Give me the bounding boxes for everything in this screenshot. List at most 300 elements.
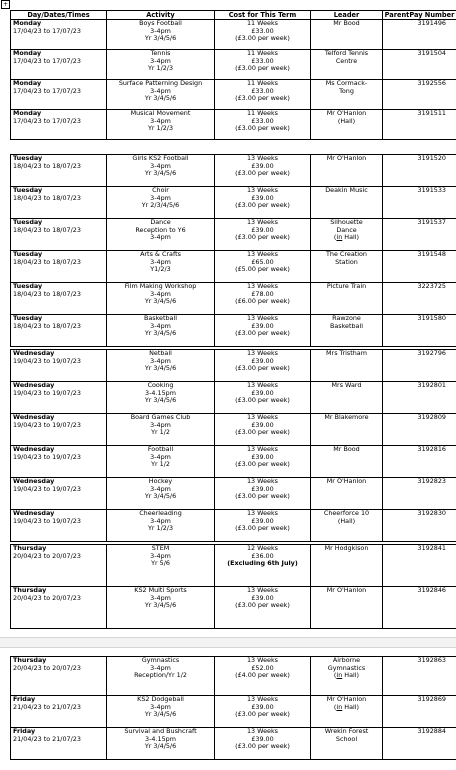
cell-parentpay-number[interactable]: 3191537 xyxy=(383,219,456,251)
cell-activity-line: Reception/Yr 1/2 xyxy=(134,671,187,680)
cell-leader[interactable] xyxy=(311,251,383,283)
date-range: 18/04/23 to 18/07/23 xyxy=(13,225,81,234)
cell-cost-line: £33.00 xyxy=(251,86,274,95)
cell-leader-line: Tong xyxy=(339,86,354,95)
cell-cost-line: (£3.00 per week) xyxy=(235,492,290,501)
header-parentpay: ParentPay Number xyxy=(383,11,456,20)
cell-parentpay-number[interactable]: 3192846 xyxy=(383,587,456,629)
cell-activity-line: Yr 3/4/5/6 xyxy=(144,710,177,719)
table-row xyxy=(11,478,456,510)
page-break-gap xyxy=(0,637,456,648)
cell-leader-line: (Hall) xyxy=(337,116,356,125)
cell-leader-line: Mr O'Hanlon xyxy=(326,586,367,594)
day-name: Monday xyxy=(13,109,42,117)
cell-activity-line: Yr 1/2/3 xyxy=(147,124,174,133)
cell-activity-line: Yr 2/3/4/5/6 xyxy=(141,201,180,210)
day-name: Thursday xyxy=(13,656,47,664)
cell-cost-line: 13 Weeks xyxy=(246,314,278,322)
date-range: 21/04/23 to 21/07/23 xyxy=(13,702,81,711)
cell-day-dates[interactable] xyxy=(11,110,107,140)
cell-activity-line: Musical Movement xyxy=(130,109,191,117)
header-day: Day/Dates/Times xyxy=(11,11,107,20)
table-row xyxy=(11,110,456,140)
cell-cost[interactable] xyxy=(215,545,311,587)
cell-activity[interactable] xyxy=(107,446,215,478)
cell-leader[interactable] xyxy=(311,315,383,347)
cell-cost-line: £78.00 xyxy=(251,289,274,298)
cell-cost[interactable] xyxy=(215,80,311,110)
cell-activity-line: Yr 1/2 xyxy=(151,428,170,437)
date-range: 18/04/23 to 18/07/23 xyxy=(13,161,81,170)
table-row xyxy=(11,283,456,315)
table-move-handle[interactable]: + xyxy=(2,1,9,8)
cell-cost[interactable] xyxy=(215,110,311,140)
cell-parentpay-number[interactable]: 3191511 xyxy=(383,110,456,140)
cell-parentpay-number[interactable]: 3223725 xyxy=(383,283,456,315)
day-name: Wednesday xyxy=(13,445,55,453)
cell-activity-line: 3-4pm xyxy=(150,26,171,35)
day-name: Thursday xyxy=(13,586,47,594)
header-row xyxy=(11,11,456,20)
cell-day-dates[interactable] xyxy=(11,587,107,629)
table-row xyxy=(11,80,456,110)
header-leader: Leader xyxy=(311,11,383,20)
date-range: 17/04/23 to 17/07/23 xyxy=(13,26,81,35)
cell-activity[interactable] xyxy=(107,382,215,414)
cell-leader[interactable] xyxy=(311,510,383,542)
cell-cost[interactable] xyxy=(215,414,311,446)
cell-activity[interactable] xyxy=(107,728,215,760)
cell-activity-line: 3-4pm xyxy=(150,484,171,493)
cell-activity-line: Yr 3/4/5/6 xyxy=(144,601,177,610)
cell-leader-line: Wrekin Forest xyxy=(324,727,369,735)
cell-leader[interactable] xyxy=(311,728,383,760)
day-name: Monday xyxy=(13,19,42,27)
cell-cost-line: 13 Weeks xyxy=(246,349,278,357)
cell-activity-line: Reception to Y6 xyxy=(135,225,186,234)
cell-activity-line: Surface Patterning Design xyxy=(118,79,203,87)
cell-parentpay-number[interactable]: 3191548 xyxy=(383,251,456,283)
cell-leader[interactable] xyxy=(311,219,383,251)
cell-cost-line: £39.00 xyxy=(251,193,274,202)
cell-activity-line: 3-4pm xyxy=(150,663,171,672)
cell-activity-line: Yr 3/4/5/6 xyxy=(144,34,177,43)
table-row xyxy=(11,446,456,478)
day-name: Monday xyxy=(13,49,42,57)
cell-leader-line: Mr O'Hanlon xyxy=(326,477,367,485)
cell-cost-line: (£3.00 per week) xyxy=(235,64,290,73)
cell-activity-line: 3-4pm xyxy=(150,551,171,560)
cell-activity-line: 3-4pm xyxy=(150,233,171,242)
cell-leader-line: Picture Train xyxy=(326,282,367,290)
cell-day-dates[interactable] xyxy=(11,155,107,187)
cell-activity[interactable] xyxy=(107,657,215,696)
cell-cost[interactable] xyxy=(215,283,311,315)
cell-leader[interactable] xyxy=(311,657,383,696)
cell-leader-line: Cheerforce 10 xyxy=(323,509,370,517)
cell-cost-line: (£3.00 per week) xyxy=(235,124,290,133)
cell-day-dates[interactable] xyxy=(11,219,107,251)
cell-day-dates[interactable] xyxy=(11,350,107,382)
cell-cost-line: £39.00 xyxy=(251,161,274,170)
cell-leader-line: Dance xyxy=(336,225,357,234)
cell-leader-line: (in Hall) xyxy=(333,233,360,242)
cell-cost[interactable] xyxy=(215,478,311,510)
cell-cost[interactable] xyxy=(215,696,311,728)
cell-leader[interactable] xyxy=(311,110,383,140)
cell-cost-line: £39.00 xyxy=(251,734,274,743)
cell-leader[interactable] xyxy=(311,696,383,728)
cell-day-dates[interactable] xyxy=(11,382,107,414)
cell-cost[interactable] xyxy=(215,20,311,50)
table-row xyxy=(11,187,456,219)
cell-cost-line: 13 Weeks xyxy=(246,695,278,703)
cell-cost-line: (£3.00 per week) xyxy=(235,169,290,178)
cell-parentpay-number[interactable]: 3192796 xyxy=(383,350,456,382)
table-row xyxy=(11,587,456,629)
cell-activity-line: Tennis xyxy=(150,49,171,57)
date-range: 21/04/23 to 21/07/23 xyxy=(13,734,81,743)
date-range: 18/04/23 to 18/07/23 xyxy=(13,193,81,202)
cell-cost-line: £39.00 xyxy=(251,321,274,330)
cell-cost[interactable] xyxy=(215,315,311,347)
cell-cost[interactable] xyxy=(215,155,311,187)
cell-day-dates[interactable] xyxy=(11,696,107,728)
cell-cost-line: 13 Weeks xyxy=(246,154,278,162)
cell-leader-line: Mr Hodgkison xyxy=(324,544,369,552)
cell-activity-line: Cooking xyxy=(147,381,174,389)
cell-activity-line: 3-4.15pm xyxy=(145,388,176,397)
cell-cost[interactable] xyxy=(215,728,311,760)
table-row xyxy=(11,657,456,696)
cell-parentpay-number[interactable]: 3192869 xyxy=(383,696,456,728)
cell-leader[interactable] xyxy=(311,155,383,187)
cell-activity-line: 3-4pm xyxy=(150,516,171,525)
cell-day-dates[interactable] xyxy=(11,80,107,110)
cell-leader[interactable] xyxy=(311,478,383,510)
cell-activity[interactable] xyxy=(107,283,215,315)
table-row xyxy=(11,696,456,728)
day-name: Tuesday xyxy=(13,218,43,226)
cell-day-dates[interactable] xyxy=(11,728,107,760)
cell-cost-line: 11 Weeks xyxy=(246,109,278,117)
cell-cost-line: 13 Weeks xyxy=(246,218,278,226)
cell-activity[interactable] xyxy=(107,478,215,510)
cell-cost-line: £39.00 xyxy=(251,452,274,461)
cell-day-dates[interactable] xyxy=(11,478,107,510)
cell-parentpay-number[interactable]: 3192823 xyxy=(383,478,456,510)
cell-cost[interactable] xyxy=(215,187,311,219)
cell-leader[interactable] xyxy=(311,446,383,478)
cell-leader-line: Silhouette xyxy=(330,218,363,226)
cell-cost-line: (£3.00 per week) xyxy=(235,460,290,469)
day-name: Wednesday xyxy=(13,349,55,357)
cell-cost-line: (£3.00 per week) xyxy=(235,94,290,103)
day-name: Wednesday xyxy=(13,413,55,421)
cell-activity-line: Yr 1/2/3 xyxy=(147,524,174,533)
cell-parentpay-number[interactable]: 3192863 xyxy=(383,657,456,696)
cell-activity-line: Yr 3/4/5/6 xyxy=(144,364,177,373)
cell-activity-line: 3-4pm xyxy=(150,420,171,429)
date-range: 19/04/23 to 19/07/23 xyxy=(13,516,81,525)
cell-day-dates[interactable] xyxy=(11,50,107,80)
cell-leader-line: Mrs Ward xyxy=(331,381,362,389)
cell-parentpay-number[interactable]: 3191580 xyxy=(383,315,456,347)
cell-cost-line: 13 Weeks xyxy=(246,381,278,389)
cell-leader-line: Mrs Tristham xyxy=(326,349,367,357)
cell-day-dates[interactable] xyxy=(11,414,107,446)
cell-activity-line: Yr 3/4/5/6 xyxy=(144,297,177,306)
cell-day-dates[interactable] xyxy=(11,657,107,696)
cell-leader[interactable] xyxy=(311,283,383,315)
cell-activity-line: 3-4pm xyxy=(150,257,171,266)
cell-cost[interactable] xyxy=(215,446,311,478)
cell-activity[interactable] xyxy=(107,587,215,629)
cell-activity-line: 3-4pm xyxy=(150,116,171,125)
activities-table-monday xyxy=(10,10,456,140)
cell-day-dates[interactable] xyxy=(11,446,107,478)
cell-parentpay-number[interactable]: 3192556 xyxy=(383,80,456,110)
cell-leader-line: Centre xyxy=(335,56,358,65)
cell-activity-line: 3-4pm xyxy=(150,356,171,365)
day-name: Monday xyxy=(13,79,42,87)
cell-activity[interactable] xyxy=(107,696,215,728)
cell-day-dates[interactable] xyxy=(11,283,107,315)
cell-day-dates[interactable] xyxy=(11,545,107,587)
cell-cost-line: £39.00 xyxy=(251,516,274,525)
cell-cost-line: (£3.00 per week) xyxy=(235,396,290,405)
cell-cost-line: (£6.00 per week) xyxy=(235,297,290,306)
cell-leader-line: Mr O'Hanlon xyxy=(326,109,367,117)
cell-cost-line: 13 Weeks xyxy=(246,586,278,594)
date-range: 17/04/23 to 17/07/23 xyxy=(13,86,81,95)
cell-cost-line: 11 Weeks xyxy=(246,79,278,87)
cell-activity-line: 3-4pm xyxy=(150,321,171,330)
cell-leader[interactable] xyxy=(311,382,383,414)
date-range: 18/04/23 to 18/07/23 xyxy=(13,289,81,298)
cell-activity[interactable] xyxy=(107,20,215,50)
cell-activity[interactable] xyxy=(107,50,215,80)
table-row xyxy=(11,50,456,80)
cell-activity[interactable] xyxy=(107,155,215,187)
cell-parentpay-number[interactable]: 3191533 xyxy=(383,187,456,219)
cell-parentpay-number[interactable]: 3191520 xyxy=(383,155,456,187)
cell-cost[interactable] xyxy=(215,350,311,382)
cell-activity-line: Survival and Bushcraft xyxy=(124,727,197,735)
cell-cost-line: (£3.00 per week) xyxy=(235,233,290,242)
cell-cost-line: (Excluding 6th July) xyxy=(227,559,298,568)
cell-leader-line: Rawzone xyxy=(332,314,361,322)
cell-activity-line: Basketball xyxy=(143,314,178,322)
date-range: 18/04/23 to 18/07/23 xyxy=(13,321,81,330)
cell-cost-line: £39.00 xyxy=(251,484,274,493)
cell-cost-line: £39.00 xyxy=(251,420,274,429)
day-name: Friday xyxy=(13,695,36,703)
cell-cost-line: £39.00 xyxy=(251,225,274,234)
cell-activity-line: Girls KS2 Football xyxy=(132,154,189,162)
cell-cost-line: 13 Weeks xyxy=(246,186,278,194)
cell-cost-line: 13 Weeks xyxy=(246,445,278,453)
table-row xyxy=(11,155,456,187)
cell-cost-line: (£3.00 per week) xyxy=(235,34,290,43)
cell-activity-line: KS2 Dodgeball xyxy=(137,695,184,703)
cell-activity-line: Arts & Crafts xyxy=(140,250,181,258)
cell-cost[interactable] xyxy=(215,587,311,629)
date-range: 19/04/23 to 19/07/23 xyxy=(13,452,81,461)
cell-parentpay-number[interactable]: 3192884 xyxy=(383,728,456,760)
table-row xyxy=(11,510,456,542)
cell-cost-line: (£5.00 per week) xyxy=(235,265,290,274)
cell-activity-line: Yr 3/4/5/6 xyxy=(144,396,177,405)
cell-activity[interactable] xyxy=(107,545,215,587)
cell-leader[interactable] xyxy=(311,50,383,80)
day-name: Tuesday xyxy=(13,314,43,322)
cell-parentpay-number[interactable]: 3192816 xyxy=(383,446,456,478)
day-name: Wednesday xyxy=(13,381,55,389)
cell-activity[interactable] xyxy=(107,80,215,110)
cell-leader[interactable] xyxy=(311,20,383,50)
date-range: 19/04/23 to 19/07/23 xyxy=(13,420,81,429)
cell-leader-line: Mr Blakemore xyxy=(324,413,369,421)
underlined-text: in xyxy=(336,702,343,711)
day-name: Friday xyxy=(13,727,36,735)
date-range: 20/04/23 to 20/07/23 xyxy=(13,593,81,602)
cell-activity-line: Netball xyxy=(149,349,172,357)
cell-activity-line: Gymnastics xyxy=(141,656,180,664)
cell-activity-line: STEM xyxy=(151,544,170,552)
cell-parentpay-number[interactable]: 3192830 xyxy=(383,510,456,542)
cell-activity-line: 3-4pm xyxy=(150,193,171,202)
cell-cost-line: 13 Weeks xyxy=(246,250,278,258)
cell-activity-line: Yr 3/4/5/6 xyxy=(144,329,177,338)
cell-leader[interactable] xyxy=(311,350,383,382)
cell-parentpay-number[interactable]: 3191504 xyxy=(383,50,456,80)
day-name: Tuesday xyxy=(13,282,43,290)
cell-leader[interactable] xyxy=(311,187,383,219)
cell-cost-line: 11 Weeks xyxy=(246,49,278,57)
table-row xyxy=(11,251,456,283)
table-row xyxy=(11,219,456,251)
cell-activity-line: Boys Football xyxy=(139,19,182,27)
cell-leader-line: Mr O'Hanlon xyxy=(326,154,367,162)
cell-cost-line: £39.00 xyxy=(251,388,274,397)
cell-cost[interactable] xyxy=(215,382,311,414)
table-row xyxy=(11,350,456,382)
cell-day-dates[interactable] xyxy=(11,187,107,219)
activities-table-tuesday xyxy=(10,154,456,347)
cell-activity-line: Yr 3/4/5/6 xyxy=(144,492,177,501)
cell-leader[interactable] xyxy=(311,587,383,629)
cell-activity-line: 3-4.15pm xyxy=(145,734,176,743)
cell-activity[interactable] xyxy=(107,219,215,251)
cell-activity-line: Yr 1/2/3 xyxy=(147,64,174,73)
cell-activity-line: Choir xyxy=(152,186,169,194)
cell-activity-line: 3-4pm xyxy=(150,161,171,170)
cell-cost-line: 11 Weeks xyxy=(246,19,278,27)
cell-cost-line: 13 Weeks xyxy=(246,727,278,735)
cell-day-dates[interactable] xyxy=(11,20,107,50)
cell-leader[interactable] xyxy=(311,414,383,446)
table-row xyxy=(11,382,456,414)
cell-cost-line: £33.00 xyxy=(251,56,274,65)
cell-day-dates[interactable] xyxy=(11,510,107,542)
cell-activity[interactable] xyxy=(107,350,215,382)
cell-cost[interactable] xyxy=(215,657,311,696)
activities-table-thursday xyxy=(10,544,456,629)
cell-cost[interactable] xyxy=(215,251,311,283)
cell-day-dates[interactable] xyxy=(11,251,107,283)
cell-leader[interactable] xyxy=(311,545,383,587)
date-range: 17/04/23 to 17/07/23 xyxy=(13,56,81,65)
cell-cost-line: (£3.00 per week) xyxy=(235,364,290,373)
cell-cost-line: (£3.00 per week) xyxy=(235,601,290,610)
table-row xyxy=(11,414,456,446)
cell-leader-line: Ms Cormack- xyxy=(325,79,368,87)
cell-activity-line: KS2 Multi Sports xyxy=(134,586,187,594)
cell-leader-line: Mr Bood xyxy=(333,19,360,27)
cell-cost-line: (£3.00 per week) xyxy=(235,428,290,437)
cell-leader-line: Telford Tennis xyxy=(324,49,369,57)
cell-cost[interactable] xyxy=(215,219,311,251)
cell-leader[interactable] xyxy=(311,80,383,110)
cell-activity-line: 3-4pm xyxy=(150,452,171,461)
date-range: 20/04/23 to 20/07/23 xyxy=(13,551,81,560)
cell-leader-line: (in Hall) xyxy=(333,671,360,680)
cell-leader-line: The Creation xyxy=(326,250,367,258)
cell-cost-line: £33.00 xyxy=(251,26,274,35)
cell-activity-line: Board Games Club xyxy=(130,413,191,421)
cell-activity-line: Yr 3/4/5/6 xyxy=(144,94,177,103)
cell-activity-line: Yr 1/2 xyxy=(151,460,170,469)
cell-activity[interactable] xyxy=(107,315,215,347)
cell-cost-line: 13 Weeks xyxy=(246,509,278,517)
cell-activity-line: 3-4pm xyxy=(150,289,171,298)
cell-parentpay-number[interactable]: 3192801 xyxy=(383,382,456,414)
cell-parentpay-number[interactable]: 3191496 xyxy=(383,20,456,50)
cell-cost-line: (£4.00 per week) xyxy=(235,671,290,680)
cell-activity[interactable] xyxy=(107,251,215,283)
cell-activity[interactable] xyxy=(107,414,215,446)
cell-parentpay-number[interactable]: 3192841 xyxy=(383,545,456,587)
day-name: Tuesday xyxy=(13,186,43,194)
cell-activity-line: Football xyxy=(147,445,174,453)
date-range: 19/04/23 to 19/07/23 xyxy=(13,484,81,493)
cell-leader-line: Mr Bood xyxy=(333,445,360,453)
cell-activity[interactable] xyxy=(107,510,215,542)
cell-leader-line: Station xyxy=(335,257,358,266)
cell-cost-line: £36.00 xyxy=(251,551,274,560)
date-range: 19/04/23 to 19/07/23 xyxy=(13,356,81,365)
date-range: 19/04/23 to 19/07/23 xyxy=(13,388,81,397)
cell-day-dates[interactable] xyxy=(11,315,107,347)
cell-activity-line: 3-4pm xyxy=(150,593,171,602)
cell-cost-line: 13 Weeks xyxy=(246,282,278,290)
cell-leader-line: Deakin Music xyxy=(325,186,368,194)
cell-activity-line: 3-4pm xyxy=(150,702,171,711)
cell-cost[interactable] xyxy=(215,510,311,542)
cell-parentpay-number[interactable]: 3192809 xyxy=(383,414,456,446)
cell-cost-line: 13 Weeks xyxy=(246,413,278,421)
cell-leader-line: (in Hall) xyxy=(333,702,360,711)
table-row xyxy=(11,20,456,50)
day-name: Tuesday xyxy=(13,250,43,258)
cell-activity[interactable] xyxy=(107,187,215,219)
cell-activity[interactable] xyxy=(107,110,215,140)
date-range: 17/04/23 to 17/07/23 xyxy=(13,116,81,125)
cell-cost-line: (£3.00 per week) xyxy=(235,524,290,533)
cell-cost[interactable] xyxy=(215,50,311,80)
cell-leader-line: (Hall) xyxy=(337,516,356,525)
